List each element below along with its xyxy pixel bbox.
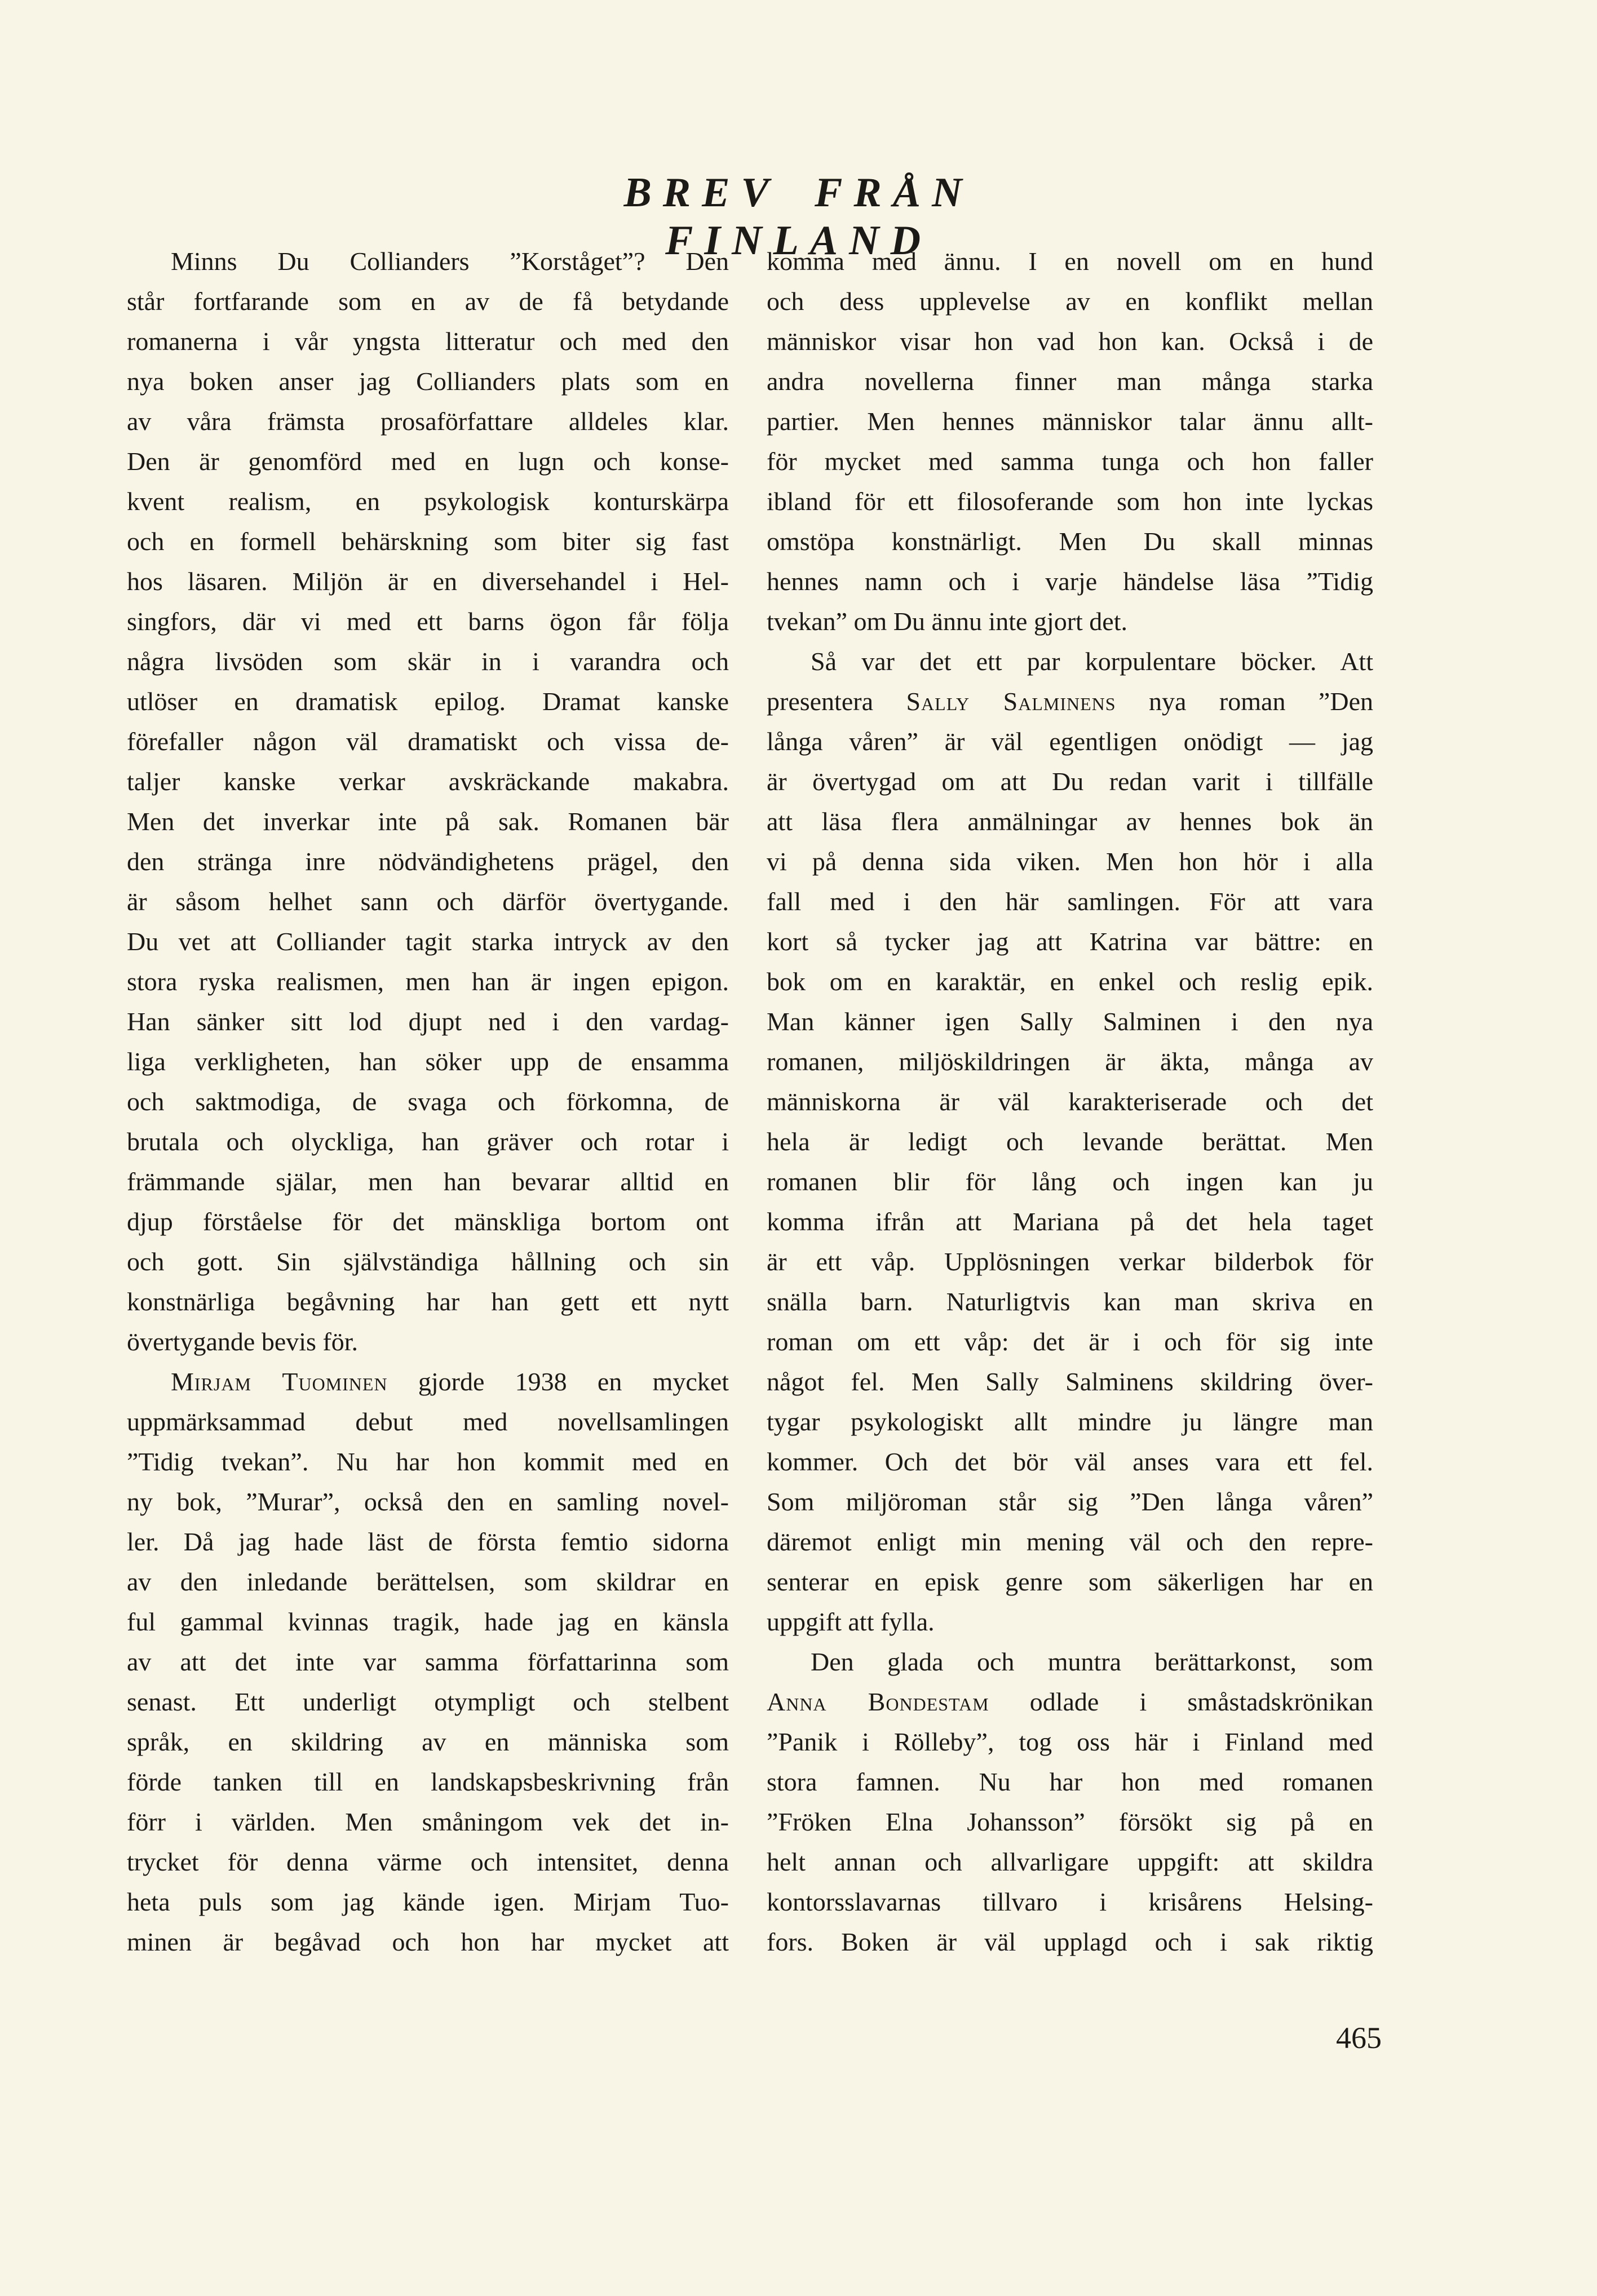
text-line: omstöpa konstnärligt. Men Du skall minnas (767, 527, 1373, 556)
text-line: tygar psykologiskt allt mindre ju längre man (767, 1407, 1373, 1436)
text-line: ny bok, ”Murar”, också den en samling novel- (127, 1487, 729, 1516)
text-line: och en formell behärskning som biter sig fast (127, 527, 729, 556)
text-line: människorna är väl karakteriserade och det (767, 1087, 1373, 1116)
text-line: romanen blir för lång och ingen kan ju (767, 1167, 1373, 1196)
text-line: partier. Men hennes människor talar ännu allt- (767, 407, 1373, 436)
text-line: minen är begåvad och hon har mycket att (127, 1927, 729, 1956)
text-line: kvent realism, en psykologisk konturskärpa (127, 487, 729, 516)
right-column (767, 241, 1373, 1962)
text-line: något fel. Men Sally Salminens skildring över- (767, 1367, 1373, 1396)
text-line: Minns Du Collianders ”Korståget”? Den (171, 247, 729, 276)
text-line: komma med ännu. I en novell om en hund (767, 247, 1373, 276)
text-line: brutala och olyckliga, han gräver och rotar i (127, 1127, 729, 1156)
text-line: fall med i den här samlingen. För att vara (767, 887, 1373, 916)
text-line: nya boken anser jag Collianders plats som en (127, 367, 729, 396)
text-line: djup förståelse för det mänskliga bortom ont (127, 1207, 729, 1236)
text-line: Man känner igen Sally Salminen i den nya (767, 1007, 1373, 1036)
text-line: Du vet att Colliander tagit starka intryck av den (127, 927, 729, 956)
text-line: Den är genomförd med en lugn och konse- (127, 447, 729, 476)
text-line: uppgift att fylla. (767, 1607, 935, 1636)
text-line: tvekan” om Du ännu inte gjort det. (767, 607, 1128, 636)
text-line: hela är ledigt och levande berättat. Men (767, 1127, 1373, 1156)
text-line: roman om ett våp: det är i och för sig inte (767, 1327, 1373, 1356)
text-line: av att det inte var samma författarinna som (127, 1647, 729, 1676)
text-line: är såsom helhet sann och därför övertygande. (127, 887, 729, 916)
author-name: Mirjam Tuominen (171, 1367, 388, 1396)
text-line: hos läsaren. Miljön är en diversehandel i Hel- (127, 567, 729, 596)
text-line: är ett våp. Upplösningen verkar bilderbok för (767, 1247, 1373, 1276)
text-line: Men det inverkar inte på sak. Romanen bär (127, 807, 729, 836)
text-line: vi på denna sida viken. Men hon hör i alla (767, 847, 1373, 876)
text-line: stora ryska realismen, men han är ingen epigon. (127, 967, 729, 996)
text-line: ler. Då jag hade läst de första femtio sidorna (127, 1527, 729, 1556)
text-line: utlöser en dramatisk epilog. Dramat kanske (127, 687, 729, 716)
page-number: 465 (1336, 2021, 1382, 2055)
text-line: språk, en skildring av en människa som (127, 1727, 729, 1756)
text-line: snälla barn. Naturligtvis kan man skriva en (767, 1287, 1373, 1316)
text-line: att läsa flera anmälningar av hennes bok än (767, 807, 1373, 836)
paragraph (127, 1362, 729, 1962)
paragraph (127, 241, 729, 1362)
text-line: ful gammal kvinnas tragik, hade jag en känsla (127, 1607, 729, 1636)
text-line: står fortfarande som en av de få betydande (127, 287, 729, 316)
text-line: långa våren” är väl egentligen onödigt — jag (767, 727, 1373, 756)
text-line: fors. Boken är väl upplagd och i sak riktig (767, 1927, 1373, 1956)
text-line: den stränga inre nödvändighetens prägel, den (127, 847, 729, 876)
text-line: singfors, där vi med ett barns ögon får följa (127, 607, 729, 636)
paragraph (767, 241, 1373, 641)
text-line: romanerna i vår yngsta litteratur och med den (127, 327, 729, 356)
text-line: trycket för denna värme och intensitet, denna (127, 1847, 729, 1876)
text-line: liga verkligheten, han söker upp de ensamma (127, 1047, 729, 1076)
text-line: Så var det ett par korpulentare böcker. Att (811, 647, 1373, 676)
text-line: komma ifrån att Mariana på det hela taget (767, 1207, 1373, 1236)
text-line: ”Tidig tvekan”. Nu har hon kommit med en (127, 1447, 729, 1476)
text-line: senterar en episk genre som säkerligen har en (767, 1567, 1373, 1596)
text-line (127, 1362, 729, 1402)
left-column (127, 241, 729, 1962)
text-line: andra novellerna finner man många starka (767, 367, 1373, 396)
text-segment: presentera (767, 687, 906, 716)
text-line: förefaller någon väl dramatiskt och vissa de- (127, 727, 729, 756)
text-line: och gott. Sin självständiga hållning och sin (127, 1247, 729, 1276)
author-name: Sally Salminens (906, 687, 1116, 716)
text-line: romanen, miljöskildringen är äkta, många av (767, 1047, 1373, 1076)
text-line: ibland för ett filosoferande som hon inte lyckas (767, 487, 1373, 516)
text-line: taljer kanske verkar avskräckande makabra. (127, 767, 729, 796)
text-line: förr i världen. Men småningom vek det in- (127, 1807, 729, 1836)
text-line: ”Panik i Rölleby”, tog oss här i Finland med (767, 1727, 1373, 1756)
text-line: kommer. Och det bör väl anses vara ett fel. (767, 1447, 1373, 1476)
text-line: hennes namn och i varje händelse läsa ”Tidig (767, 567, 1373, 596)
text-line: människor visar hon vad hon kan. Också i de (767, 327, 1373, 356)
text-line: övertygande bevis för. (127, 1327, 359, 1356)
paragraph (767, 1642, 1373, 1962)
text-line: senast. Ett underligt otympligt och stelbent (127, 1687, 729, 1716)
text-line: av den inledande berättelsen, som skildrar en (127, 1567, 729, 1596)
text-line: stora famnen. Nu har hon med romanen (767, 1767, 1373, 1796)
text-line: för mycket med samma tunga och hon faller (767, 447, 1373, 476)
text-line: kort så tycker jag att Katrina var bättre: en (767, 927, 1373, 956)
text-line: några livsöden som skär in i varandra och (127, 647, 729, 676)
text-line: förde tanken till en landskapsbeskrivning från (127, 1767, 729, 1796)
text-segment: odlade i småstadskrönikan (989, 1687, 1373, 1716)
text-line: däremot enligt min mening väl och den repre- (767, 1527, 1373, 1556)
text-line: är övertygad om att Du redan varit i tillfälle (767, 767, 1373, 796)
text-segment: nya roman ”Den (1116, 687, 1373, 716)
text-line (767, 1682, 1373, 1722)
text-line: heta puls som jag kände igen. Mirjam Tuo- (127, 1887, 729, 1916)
text-line: främmande själar, men han bevarar alltid en (127, 1167, 729, 1196)
author-name: Anna Bondestam (767, 1687, 989, 1716)
text-line: och saktmodiga, de svaga och förkomna, de (127, 1087, 729, 1116)
text-line: Han sänker sitt lod djupt ned i den vardag- (127, 1007, 729, 1036)
paragraph (767, 641, 1373, 1642)
text-segment: gjorde 1938 en mycket (387, 1367, 729, 1396)
text-line: Som miljöroman står sig ”Den långa våren” (767, 1487, 1373, 1516)
text-line: uppmärksammad debut med novellsamlingen (127, 1407, 729, 1436)
text-line: kontorsslavarnas tillvaro i krisårens Helsing- (767, 1887, 1373, 1916)
running-title-text: BREV FRÅN FINLAND (623, 170, 974, 264)
text-line: helt annan och allvarligare uppgift: att skildra (767, 1847, 1373, 1876)
text-line: bok om en karaktär, en enkel och reslig epik. (767, 967, 1373, 996)
text-line (767, 681, 1373, 721)
text-line: Den glada och muntra berättarkonst, som (811, 1647, 1373, 1676)
text-line: av våra främsta prosaförfattare alldeles klar. (127, 407, 729, 436)
text-line: och dess upplevelse av en konflikt mellan (767, 287, 1373, 316)
text-line: ”Fröken Elna Johansson” försökt sig på en (767, 1807, 1373, 1836)
text-line: konstnärliga begåvning har han gett ett nytt (127, 1287, 729, 1316)
